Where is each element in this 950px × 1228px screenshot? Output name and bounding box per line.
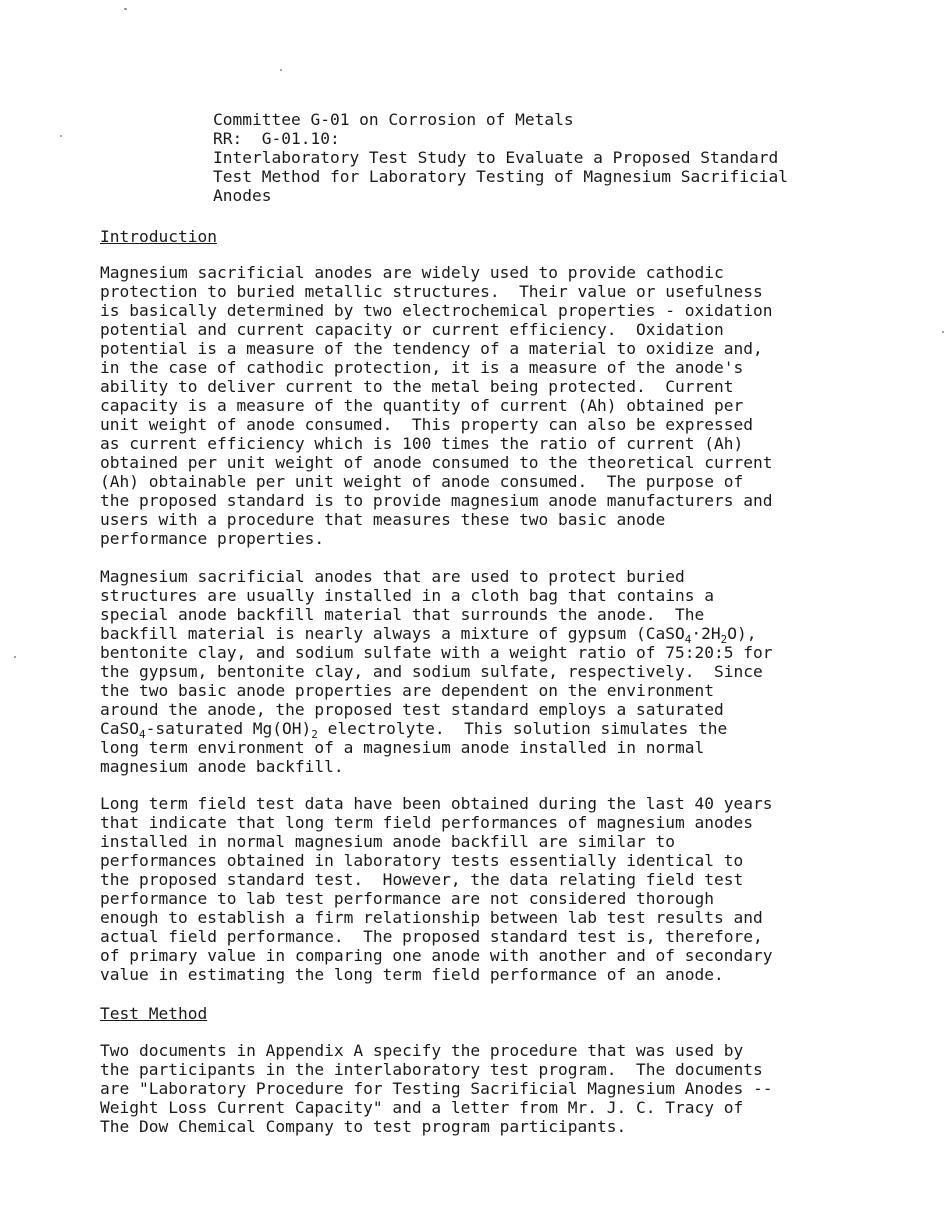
text-line: bentonite clay, and sodium sulfate with a weight ratio of 75:20:5 for — [100, 643, 773, 662]
subscript: 4 — [138, 728, 146, 741]
text-line: capacity is a measure of the quantity of current (Ah) obtained per — [100, 396, 744, 415]
text-line: the participants in the interlaboratory test program. The documents — [100, 1060, 763, 1079]
text-line: protection to buried metallic structures. Their value or usefulness — [100, 282, 763, 301]
text-line: obtained per unit weight of anode consumed to the theoretical current — [100, 453, 773, 472]
title-line: Interlaboratory Test Study to Evaluate a Proposed Standard — [213, 148, 779, 167]
text-line: ability to deliver current to the metal being protected. Current — [100, 377, 734, 396]
text-fragment: CaSO — [100, 719, 139, 738]
test-method-heading: Test Method — [100, 1004, 208, 1023]
text-line: Weight Loss Current Capacity" and a letter from Mr. J. C. Tracy of — [100, 1098, 744, 1117]
text-line: magnesium anode backfill. — [100, 757, 344, 776]
text-line: potential is a measure of the tendency of a material to oxidize and, — [100, 339, 763, 358]
subscript: 4 — [684, 633, 692, 646]
text-line: performances obtained in laboratory tests essentially identical to — [100, 851, 744, 870]
title-line: Test Method for Laboratory Testing of Magnesium Sacrificial — [213, 167, 788, 186]
text-line: the gypsum, bentonite clay, and sodium sulfate, respectively. Since — [100, 662, 763, 681]
text-fragment: -saturated Mg(OH) — [145, 719, 312, 738]
text-line: special anode backfill material that surrounds the anode. The — [100, 605, 705, 624]
text-line: Two documents in Appendix A specify the procedure that was used by — [100, 1041, 744, 1060]
intro-paragraph-1 — [100, 263, 920, 548]
intro-paragraph-3 — [100, 794, 920, 984]
text-line: users with a procedure that measures these two basic anode — [100, 510, 666, 529]
title-line: Anodes — [213, 186, 272, 205]
text-line: potential and current capacity or current efficiency. Oxidation — [100, 320, 724, 339]
text-line: of primary value in comparing one anode with another and of secondary — [100, 946, 773, 965]
text-line: that indicate that long term field performances of magnesium anodes — [100, 813, 753, 832]
text-line: Magnesium sacrificial anodes that are used to protect buried — [100, 567, 685, 586]
text-line: the two basic anode properties are dependent on the environment — [100, 681, 714, 700]
text-line: installed in normal magnesium anode backfill are similar to — [100, 832, 675, 851]
text-line: Long term field test data have been obtained during the last 40 years — [100, 794, 773, 813]
text-line: in the case of cathodic protection, it is a measure of the anode's — [100, 358, 744, 377]
text-line: value in estimating the long term field performance of an anode. — [100, 965, 724, 984]
text-line: is basically determined by two electrochemical properties - oxidation — [100, 301, 773, 320]
text-line: the proposed standard is to provide magnesium anode manufacturers and — [100, 491, 773, 510]
text-line: are "Laboratory Procedure for Testing Sacrificial Magnesium Anodes -- — [100, 1079, 773, 1098]
text-line: performance to lab test performance are not considered thorough — [100, 889, 714, 908]
scan-speck — [124, 8, 127, 10]
text-line-electrolyte-formula — [100, 719, 920, 741]
text-line: actual field performance. The proposed standard test is, therefore, — [100, 927, 763, 946]
committee-line: Committee G-01 on Corrosion of Metals — [213, 110, 574, 129]
document-header — [213, 110, 913, 205]
scan-speck — [60, 135, 62, 137]
scan-speck — [280, 69, 282, 71]
text-line: around the anode, the proposed test standard employs a saturated — [100, 700, 724, 719]
text-fragment: ·2H — [691, 624, 721, 643]
text-line: the proposed standard test. However, the data relating field test — [100, 870, 744, 889]
subscript: 2 — [720, 633, 728, 646]
text-line: The Dow Chemical Company to test program participants. — [100, 1117, 627, 1136]
text-line: as current efficiency which is 100 times the ratio of current (Ah) — [100, 434, 744, 453]
text-line: Magnesium sacrificial anodes are widely used to provide cathodic — [100, 263, 724, 282]
text-line: (Ah) obtainable per unit weight of anode consumed. The purpose of — [100, 472, 744, 491]
text-line-gypsum-formula — [100, 624, 920, 646]
subscript: 2 — [311, 728, 318, 741]
text-fragment: O), — [727, 624, 757, 643]
test-method-paragraph — [100, 1041, 920, 1136]
intro-paragraph-2 — [100, 567, 920, 776]
text-line: enough to establish a firm relationship between lab test results and — [100, 908, 763, 927]
rr-line: RR: G-01.10: — [213, 129, 340, 148]
text-line: long term environment of a magnesium anode installed in normal — [100, 738, 705, 757]
scan-speck — [14, 656, 16, 658]
text-line: performance properties. — [100, 529, 325, 548]
introduction-heading: Introduction — [100, 227, 217, 246]
text-fragment: electrolyte. This solution simulates the — [317, 719, 728, 738]
text-line: unit weight of anode consumed. This property can also be expressed — [100, 415, 753, 434]
scan-speck — [942, 331, 944, 333]
text-line: structures are usually installed in a cloth bag that contains a — [100, 586, 714, 605]
text-fragment: backfill material is nearly always a mixture of gypsum (CaSO — [100, 624, 685, 643]
